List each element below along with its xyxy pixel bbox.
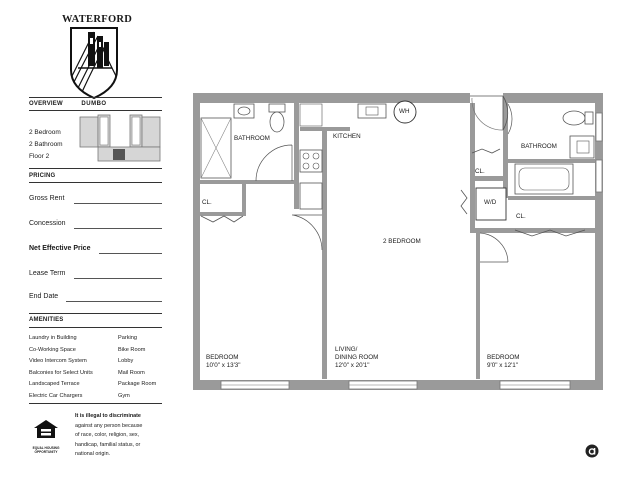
amenity-item: Mail Room bbox=[118, 369, 145, 376]
wall-cl3-top bbox=[508, 196, 595, 200]
wall-bed1-living bbox=[322, 127, 327, 379]
living-name-2: DINING ROOM bbox=[335, 354, 379, 361]
room-label-bedroom-1 bbox=[206, 354, 241, 370]
entry-door bbox=[470, 96, 508, 130]
fridge bbox=[300, 183, 322, 209]
living-dimensions: 12'0" x 20'1" bbox=[335, 362, 370, 369]
bed1-door bbox=[292, 215, 322, 250]
disclaimer-line: of race, color, religion, sex, bbox=[75, 432, 140, 438]
toilet-1-tank bbox=[269, 104, 285, 112]
room-label-closet-3: CL. bbox=[516, 213, 526, 220]
wall-top-right bbox=[503, 93, 603, 103]
wall-bath1-kitchen bbox=[294, 103, 299, 209]
brand-name: WATERFORD bbox=[62, 14, 133, 25]
amenity-item: Landscaped Terrace bbox=[29, 381, 80, 387]
net-effective-price-label: Net Effective Price bbox=[29, 245, 91, 252]
toilet-2 bbox=[563, 111, 585, 125]
wall-kitchen-top bbox=[300, 127, 350, 131]
amenity-item: Co-Working Space bbox=[29, 346, 76, 353]
gross-rent-label: Gross Rent bbox=[29, 195, 65, 202]
amenity-item: Laundry in Building bbox=[29, 335, 77, 341]
room-label-living bbox=[335, 346, 378, 370]
room-label-closet-1: CL. bbox=[202, 199, 212, 206]
equal-housing-label: EQUAL HOUSING OPPORTUNITY bbox=[32, 446, 60, 454]
amenity-item: Electric Car Chargers bbox=[29, 392, 83, 399]
bath2-door bbox=[508, 104, 512, 134]
bedroom-1-dimensions: 10'0" x 13'3" bbox=[206, 362, 241, 369]
toilet-1-bowl bbox=[270, 112, 284, 132]
amenity-item: Parking bbox=[118, 335, 137, 341]
overview-bathrooms: 2 Bathroom bbox=[29, 141, 63, 148]
bedroom-1-name: BEDROOM bbox=[206, 354, 239, 361]
wall-left bbox=[193, 93, 200, 390]
amenity-item: Balconies for Select Units bbox=[29, 369, 93, 376]
wall-wd-left bbox=[470, 153, 475, 233]
disclaimer-line: national origin. bbox=[75, 451, 111, 457]
bed2-door bbox=[480, 233, 508, 262]
sink-2 bbox=[570, 136, 594, 158]
wall-top-left bbox=[193, 93, 470, 103]
closet2-door bbox=[472, 149, 500, 153]
disclaimer-line: It is illegal to discriminate bbox=[75, 413, 141, 419]
closet1-door bbox=[201, 216, 243, 222]
overview-bedrooms: 2 Bedroom bbox=[29, 129, 61, 136]
sink-1 bbox=[234, 104, 254, 118]
room-label-bathroom-2: BATHROOM bbox=[521, 143, 557, 150]
concession-label: Concession bbox=[29, 220, 66, 227]
brand-location: DUMBO bbox=[81, 101, 107, 107]
disclaimer-line: handicap, familial status, or bbox=[75, 441, 141, 448]
kitchen-sink bbox=[358, 104, 386, 118]
wall-closet1-bottom bbox=[200, 212, 246, 216]
bedroom-2-name: BEDROOM bbox=[487, 354, 520, 361]
amenity-item: Bike Room bbox=[118, 346, 146, 353]
overview-floor: Floor 2 bbox=[29, 153, 50, 160]
stove bbox=[300, 150, 322, 172]
amenity-item: Gym bbox=[118, 392, 130, 399]
amenity-item: Video Intercom System bbox=[29, 358, 87, 364]
living-name-1: LIVING/ bbox=[335, 346, 358, 353]
wall-bath2-bottom bbox=[508, 159, 595, 163]
overview-title: OVERVIEW bbox=[29, 101, 63, 107]
room-label-bedroom-2 bbox=[487, 354, 520, 370]
amenities-title: AMENITIES bbox=[29, 317, 64, 323]
end-date-label: End Date bbox=[29, 293, 59, 300]
bathtub bbox=[515, 164, 573, 194]
wall-bath1-bottom bbox=[200, 180, 294, 184]
room-label-wh: WH bbox=[399, 108, 410, 115]
amenity-item: Package Room bbox=[118, 381, 157, 387]
room-label-closet-2: CL. bbox=[475, 168, 485, 175]
wall-cl2-bottom bbox=[470, 176, 508, 181]
wall-bed2-left bbox=[476, 233, 480, 379]
bath1-door bbox=[256, 145, 292, 181]
wall-closet1-side bbox=[242, 184, 246, 216]
wall-hall-right bbox=[470, 103, 475, 153]
room-label-wd: W/D bbox=[484, 199, 497, 206]
amenity-item: Lobby bbox=[118, 358, 134, 364]
bedroom-2-dimensions: 9'0" x 12'1" bbox=[487, 362, 519, 369]
disclaimer-line: against any person because bbox=[75, 422, 143, 429]
pricing-title: PRICING bbox=[29, 173, 56, 179]
unit-type-label: 2 BEDROOM bbox=[383, 238, 421, 245]
lease-term-label: Lease Term bbox=[29, 270, 66, 277]
room-label-bathroom-1: BATHROOM bbox=[234, 135, 270, 142]
room-label-kitchen: KITCHEN bbox=[333, 133, 361, 140]
